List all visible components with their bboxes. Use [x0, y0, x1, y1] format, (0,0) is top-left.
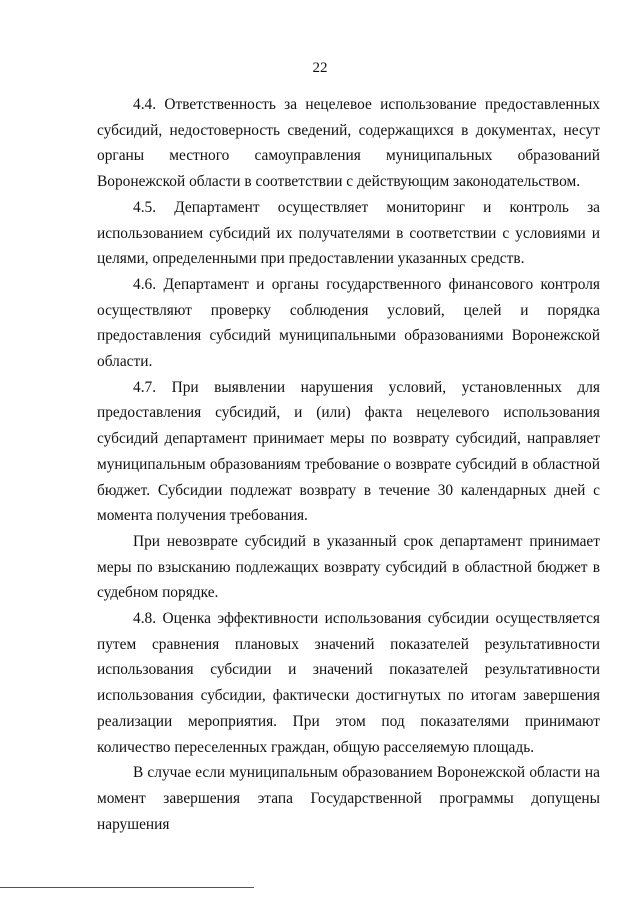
page-number: 22: [312, 60, 328, 76]
paragraph-4-4: 4.4. Ответственность за нецелевое использование предоставленных субсидий, недостоверность сведений, содержащихся в документах, несут органы местного самоуправления муниципальных образований Воронежской области в соответствии с действующим законодательством.: [97, 96, 600, 191]
paragraph-4-8: 4.8. Оценка эффективности использования субсидии осуществляется путем сравнения плановых значений показателей результативности использования субсидии и значений показателей результативности использования субсидии, фактически достигнутых по итогам завершения реализации мероприятия. При этом под показателями принимают количество переселенных граждан, общую расселяемую площадь.: [97, 610, 600, 756]
paragraph-violation-case: В случае если муниципальным образованием Воронежской области на момент завершения этапа Государственной программы допущены нарушения: [97, 764, 600, 833]
document-body: [97, 92, 600, 837]
footnote-divider: [0, 887, 254, 888]
paragraph-4-5: 4.5. Департамент осуществляет мониторинг и контроль за использованием субсидий их получателями в соответствии с условиями и целями, определенными при предоставлении указанных средств.: [97, 198, 600, 268]
paragraph-non-return: При невозврате субсидий в указанный срок департамент принимает меры по взысканию подлежащих возврату субсидий в областной бюджет в судебном порядке.: [97, 532, 600, 602]
paragraph-4-7: 4.7. При выявлении нарушения условий, установленных для предоставления субсидий, и (или) факта нецелевого использования субсидий департамент принимает меры по возврату субсидий, направляет муниципальным образованиям требование о возврате субсидий в областной бюджет. Субсидии подлежат возврату в течение 30 календарных дней с момента получения требования.: [97, 378, 600, 525]
paragraph-4-6: 4.6. Департамент и органы государственного финансового контроля осуществляют проверку соблюдения условий, целей и порядка предоставления субсидий муниципальными образованиями Воронежской области.: [97, 275, 600, 371]
